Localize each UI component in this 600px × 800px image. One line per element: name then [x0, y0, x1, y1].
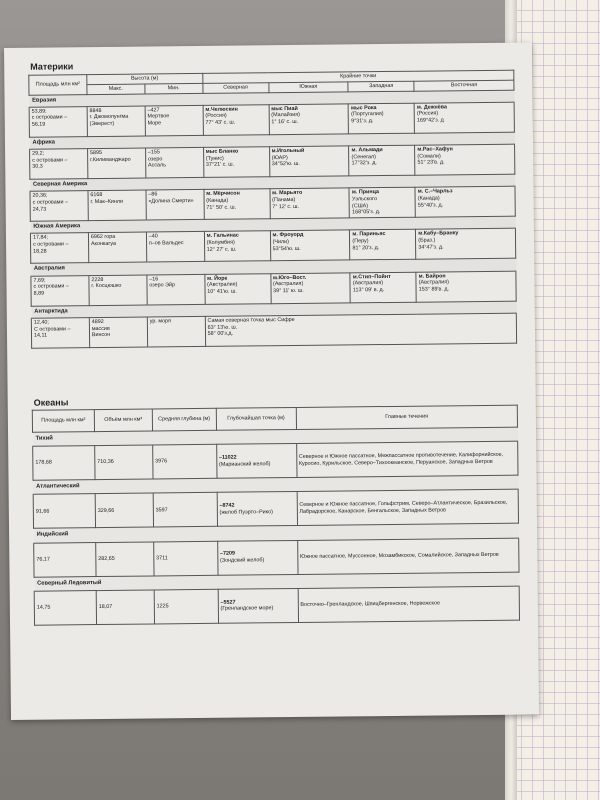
- cell-line: Аконкагуа: [90, 241, 117, 248]
- header-north: Северная: [203, 82, 269, 92]
- extreme-point-name: м. Альмади: [351, 147, 383, 154]
- cell-line: 58° 00'з.д.: [207, 331, 234, 338]
- deepest-place: (Гренландское море): [220, 605, 274, 613]
- extreme-point-south: [270, 188, 350, 219]
- ocean-area: 76,17: [34, 542, 96, 577]
- ocean-deepest-point: [217, 540, 297, 575]
- cell-line: массив: [91, 325, 110, 332]
- extreme-point-name: мыс Бланко: [205, 148, 239, 155]
- ocean-name: Тихий: [33, 427, 518, 446]
- cell-line: (Тунис): [205, 155, 224, 162]
- extreme-point-east: [416, 229, 516, 260]
- header-ocean-depth: Средняя глубина (м): [152, 408, 216, 431]
- cell-line: 39° 11' ю. ш.: [273, 288, 304, 295]
- cell-line: с островами –: [32, 199, 69, 206]
- extreme-point-name: м.Челюскин: [205, 106, 238, 113]
- ocean-currents: Восточно–Гренландское, Шпицбергенское, Норвежское: [298, 586, 520, 622]
- extreme-point-east: [415, 186, 515, 217]
- deepest-place: (желоб Пуэрто–Рико): [219, 509, 273, 516]
- cell-line: с островами –: [32, 157, 68, 164]
- cell-line: (Сомали): [417, 153, 441, 160]
- ocean-name: Индийский: [34, 524, 519, 543]
- cell-line: 12,40;: [33, 319, 49, 326]
- header-ocean-area: Площадь млн км²: [32, 410, 94, 433]
- cell-line: 9°31'з. д.: [351, 118, 374, 125]
- extreme-point-north: [205, 273, 271, 304]
- ocean-currents: Северное и Южное пассатное, Межпассатное противотечение, Калифорнийское, Куросио, Курильское, Северо–Тихоокеанское, Перуанское, Западных Ветров: [296, 441, 518, 477]
- cell-line: 5895: [89, 149, 103, 157]
- continent-area: [29, 106, 87, 137]
- cell-line: 81° 20'з. д.: [352, 245, 380, 252]
- cell-line: озеро Эйр: [149, 282, 176, 289]
- header-max: Макс.: [87, 84, 145, 94]
- cell-line: 10° 41'ю. ш.: [207, 288, 237, 296]
- cell-line: (Канада): [417, 195, 440, 202]
- ocean-deepest-point: [218, 588, 298, 623]
- continent-max-height: [88, 190, 146, 221]
- extreme-point-west: [350, 230, 416, 261]
- cell-line: 17,84;: [32, 234, 49, 242]
- deepest-place: (Зондский желоб): [219, 557, 265, 564]
- extreme-point-west: [348, 103, 414, 134]
- extreme-point-south: [270, 230, 350, 261]
- cell-line: с островами –: [33, 283, 69, 291]
- cell-line: 53°54'ю. ш.: [272, 245, 301, 253]
- extreme-point-name: мыс Рока: [350, 104, 377, 112]
- oceans-table: [32, 405, 520, 626]
- header-area: Площадь млн км²: [29, 75, 87, 95]
- cell-line: 6962 гора: [90, 234, 116, 241]
- ocean-row: [34, 538, 519, 577]
- extreme-point-south: [269, 104, 349, 135]
- continent-extreme-note: [205, 313, 517, 346]
- cell-line: (Браз.): [418, 237, 436, 244]
- extreme-point-name: м. Йорк: [207, 275, 228, 282]
- extreme-point-east: [416, 271, 516, 302]
- cell-line: 71° 50' с. ш.: [206, 204, 237, 211]
- extreme-point-west: [350, 272, 416, 303]
- extreme-point-name: м. Дежнёва: [416, 104, 448, 111]
- cell-line: 169°42'з. д: [416, 117, 444, 124]
- continent-max-height: [88, 232, 146, 263]
- cell-line: 63° 13'ю. ш.: [207, 324, 238, 331]
- ocean-volume: 329,66: [95, 493, 153, 528]
- ocean-row: [33, 490, 518, 529]
- cell-line: 29,2;: [32, 150, 45, 157]
- continent-name: Антарктида: [31, 301, 516, 318]
- cell-line: (Канада): [206, 197, 229, 204]
- cell-line: 6168: [90, 192, 103, 199]
- extreme-point-name: м. Марьято: [272, 190, 303, 197]
- cell-line: 34°47'з. д.: [418, 244, 444, 251]
- cell-line: с островами –: [33, 241, 69, 248]
- cell-line: с островами –: [31, 114, 68, 122]
- extreme-point-name: м. Байрон: [418, 273, 446, 280]
- ocean-area: 178,68: [33, 446, 95, 481]
- extreme-point-north: [203, 147, 269, 178]
- cell-line: Самая северная точка мыс Сифре: [207, 316, 295, 324]
- deepest-place: (Марианский желоб): [218, 460, 271, 468]
- extreme-point-name: м. Париньяс: [352, 231, 386, 238]
- cell-line: (ЮАР): [271, 154, 288, 161]
- cell-line: 7,69;: [33, 277, 46, 284]
- header-south: Южная: [268, 82, 348, 93]
- extreme-point-name: м.Юго–Вост.: [272, 274, 307, 281]
- document-page: [4, 42, 539, 719]
- ocean-name: Северный Ледовитый: [34, 572, 519, 591]
- cell-line: 30,3: [32, 164, 43, 171]
- ocean-currents: Южное пассатное, Муссонное, Мозамбикское, Сомалийское, Западных Ветров: [297, 538, 519, 574]
- cell-line: (Перу): [352, 238, 369, 245]
- cell-line: (Россия): [416, 110, 439, 118]
- ocean-name: Атлантический: [33, 475, 518, 494]
- cell-line: 20,36;: [32, 192, 48, 199]
- continent-area: [31, 275, 89, 306]
- cell-line: –86: [148, 191, 158, 198]
- ocean-avg-depth: 3711: [153, 541, 217, 576]
- extreme-point-name: мыс Пиай: [271, 105, 298, 112]
- cell-line: 17°32'з. д.: [351, 160, 377, 167]
- deepest-depth: –8742: [219, 502, 235, 509]
- cell-line: (Австралия): [273, 281, 304, 288]
- header-extreme-points: Крайние точки: [202, 70, 513, 83]
- cell-line: 55°40'з. д.: [417, 202, 444, 209]
- extreme-point-name: м. С.–Чарльз: [417, 188, 453, 195]
- cell-line: (Австралия): [418, 279, 449, 287]
- cell-line: (Португалия): [351, 111, 384, 118]
- cell-line: (Австралия): [207, 281, 238, 289]
- continent-max-height: [87, 148, 145, 179]
- cell-line: Море: [147, 120, 162, 127]
- continent-min-height: [146, 232, 204, 263]
- deepest-depth: –11022: [218, 454, 237, 461]
- cell-line: (Эверест): [89, 121, 115, 128]
- continent-name: Южная Америка: [30, 216, 515, 233]
- ocean-row: [34, 586, 519, 625]
- extreme-point-name: м.Рас–Хафун: [417, 146, 453, 153]
- continent-min-height: [147, 316, 205, 347]
- ocean-avg-depth: 3597: [153, 493, 217, 528]
- cell-line: (Чили): [272, 239, 289, 246]
- continent-area: [30, 149, 88, 180]
- continent-max-height: [89, 317, 147, 348]
- ocean-volume: 18,07: [96, 590, 154, 625]
- continent-area: [31, 318, 89, 349]
- continent-name: Австралия: [31, 259, 516, 276]
- cell-line: 51° 23'в. д.: [417, 159, 445, 167]
- cell-line: –155: [147, 149, 160, 156]
- cell-line: 53,89;: [31, 108, 47, 115]
- ocean-volume: 710,36: [95, 445, 153, 480]
- continent-min-height: [147, 274, 205, 305]
- extreme-point-name: м.Игольный: [271, 147, 305, 155]
- cell-line: Винсон: [91, 332, 111, 339]
- continents-title: Материки: [30, 61, 74, 72]
- cell-line: г. Джомолунгма: [89, 114, 129, 121]
- extreme-point-name: м. Мёрчисон: [206, 190, 240, 198]
- cell-line: г.Килиманджаро: [90, 156, 131, 163]
- deepest-depth: –7209: [219, 551, 235, 558]
- ocean-row: [33, 441, 518, 480]
- continent-min-height: [145, 105, 203, 136]
- cell-line: С островами –: [33, 325, 71, 333]
- cell-line: п–ов Вальдес: [148, 240, 184, 247]
- ocean-area: 91,66: [33, 494, 95, 529]
- continent-name: Африка: [29, 132, 514, 149]
- continent-name: Евразия: [29, 90, 514, 107]
- cell-line: 7° 12' с. ш.: [272, 203, 299, 210]
- cell-line: (Австралия): [352, 280, 384, 287]
- continent-max-height: [87, 106, 145, 137]
- continent-min-height: [145, 147, 203, 178]
- cell-line: Мертвое: [147, 113, 170, 120]
- cell-line: 18,28: [33, 248, 47, 255]
- header-height: Высота (м): [87, 73, 203, 84]
- cell-line: –427: [147, 107, 160, 114]
- deepest-depth: –5527: [220, 599, 236, 606]
- continent-min-height: [146, 190, 204, 221]
- extreme-point-name: м.Стип–Пойнт: [352, 273, 391, 281]
- extreme-point-name: м. Гальинас: [206, 232, 239, 240]
- continent-area: [30, 233, 88, 264]
- cell-line: 153° 89'в. д.: [418, 286, 450, 293]
- header-ocean-currents: Главные течения: [296, 405, 518, 429]
- cell-line: 14,11: [33, 332, 48, 340]
- cell-line: 168°05'з. д.: [352, 209, 381, 216]
- cell-line: 77° 43' с. ш.: [205, 119, 236, 127]
- cell-line: (Панама): [272, 196, 296, 204]
- cell-line: 56,19: [31, 121, 46, 128]
- ocean-avg-depth: 1225: [154, 589, 218, 624]
- header-min: Мин.: [145, 83, 203, 93]
- extreme-point-name: м. Фроуорд: [272, 232, 304, 239]
- cell-line: 2228: [91, 276, 104, 283]
- oceans-title: Океаны: [33, 397, 69, 408]
- ocean-deepest-point: [217, 492, 297, 527]
- extreme-point-name: м.Кабу–Бранку: [418, 230, 459, 238]
- cell-line: (Колумбия): [206, 239, 235, 247]
- extreme-point-name: м. Принца: [351, 189, 380, 196]
- continents-table: [28, 70, 517, 349]
- extreme-point-south: [270, 273, 350, 304]
- cell-line: Уэльского: [351, 196, 377, 203]
- cell-line: 4892: [91, 318, 104, 326]
- continent-max-height: [89, 275, 147, 306]
- ocean-currents: Северное и Южное пассатное, Гольфстрим, Северо–Атлантическое, Бразильское, Лабрадорское, Канарское, Бенгальское, Западных Ветров: [297, 490, 519, 526]
- ocean-area: 14,75: [34, 591, 96, 626]
- cell-line: (Россия): [205, 113, 227, 120]
- cell-line: 37°21' с. ш.: [205, 162, 235, 169]
- cell-line: 8848: [89, 107, 102, 114]
- ocean-avg-depth: 3976: [152, 445, 216, 480]
- extreme-point-north: [204, 231, 270, 262]
- extreme-point-east: [415, 144, 515, 175]
- cell-line: ур. моря: [149, 318, 171, 325]
- extreme-point-north: [203, 104, 269, 135]
- cell-line: (Малайзия): [271, 112, 301, 119]
- header-east: Восточная: [414, 80, 514, 91]
- continent-row: [31, 313, 516, 348]
- cell-line: озеро: [147, 156, 163, 163]
- header-ocean-volume: Объём млн км³: [94, 409, 152, 432]
- cell-line: 1° 16' с. ш.: [271, 119, 299, 126]
- continent-name: Северная Америка: [30, 174, 515, 191]
- cell-line: 8,89: [33, 290, 45, 297]
- extreme-point-north: [204, 189, 270, 220]
- cell-line: (США): [352, 202, 369, 210]
- extreme-point-south: [269, 146, 349, 177]
- cell-line: 113° 09' в. д.: [352, 287, 385, 294]
- header-west: Западная: [348, 81, 414, 91]
- cell-line: 24,73: [32, 206, 47, 213]
- cell-line: г. Косцюшко: [91, 283, 122, 290]
- cell-line: 12° 27' с. ш.: [206, 246, 237, 253]
- cell-line: Ассаль: [148, 162, 167, 169]
- header-ocean-deepest: Глубочайшая точка (м): [216, 407, 296, 430]
- cell-line: –40: [148, 233, 158, 240]
- ocean-deepest-point: [216, 444, 296, 479]
- cell-line: г. Мак–Кинли: [90, 198, 124, 206]
- extreme-point-east: [414, 102, 514, 133]
- cell-line: (Сенегал): [351, 153, 377, 161]
- cell-line: «Долина Смерти»: [148, 197, 194, 205]
- extreme-point-west: [349, 145, 415, 176]
- continent-area: [30, 191, 88, 222]
- ocean-volume: 282,65: [96, 542, 154, 577]
- extreme-point-west: [349, 187, 415, 218]
- cell-line: –16: [149, 276, 159, 283]
- cell-line: 34°52'ю. ш.: [271, 161, 300, 168]
